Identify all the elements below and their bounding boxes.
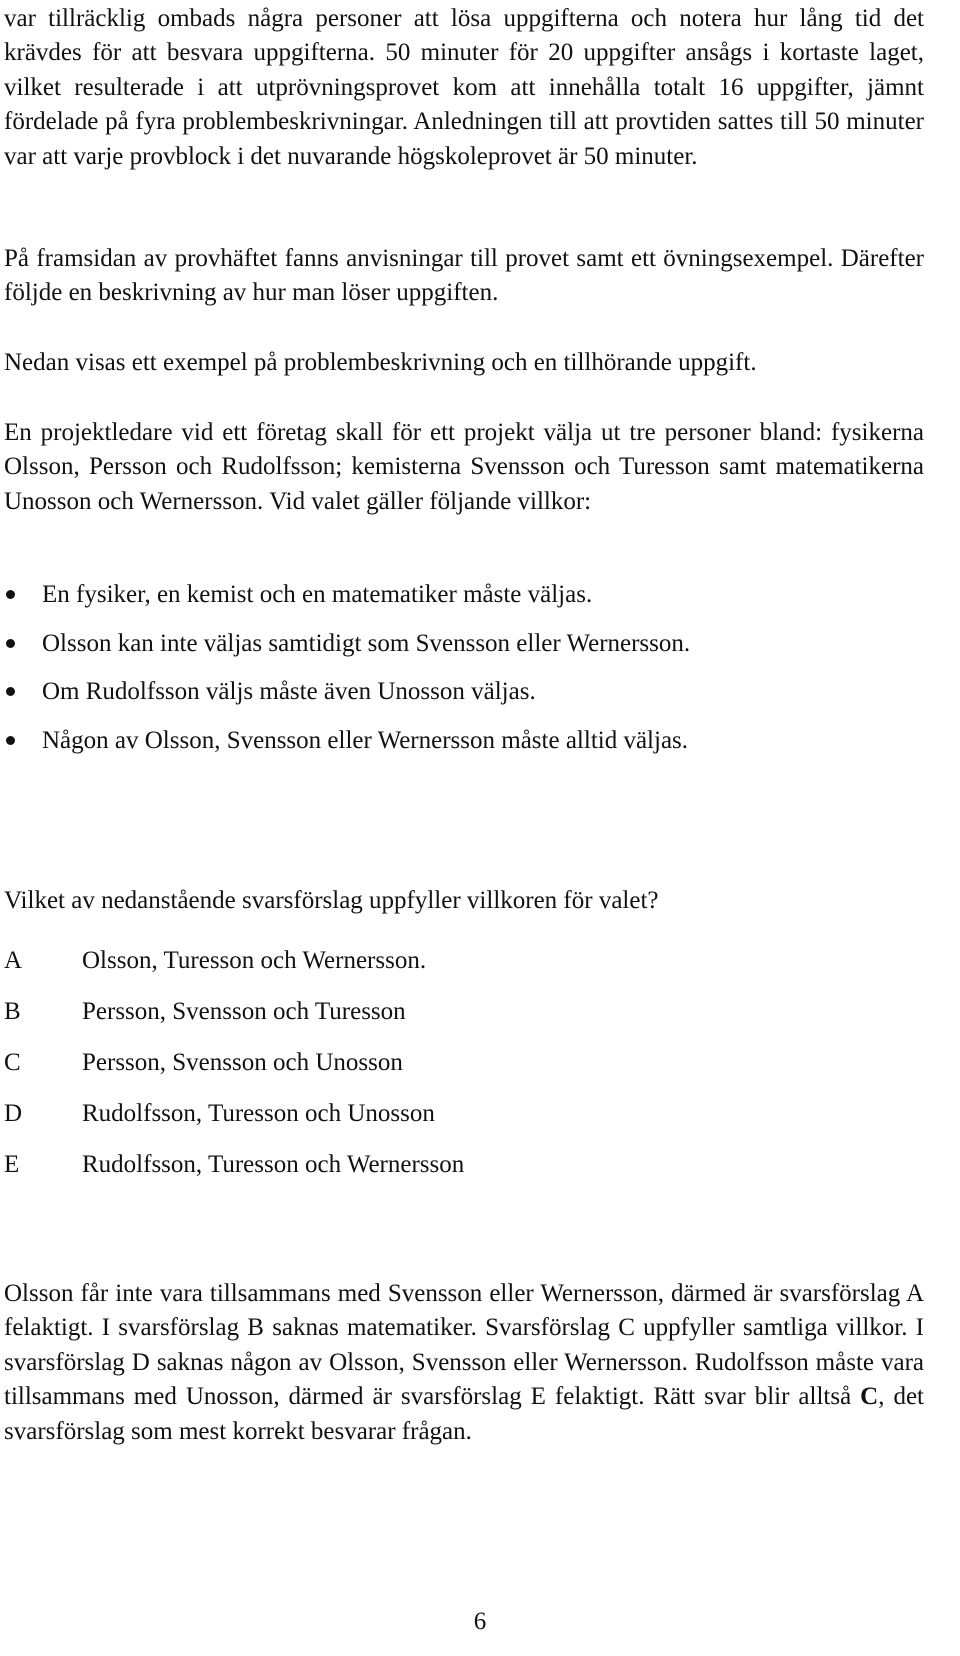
answer-option-e xyxy=(4,1148,924,1199)
frontpage-paragraph xyxy=(4,242,924,311)
condition-text: Om Rudolfsson väljs måste även Unosson väljas. xyxy=(42,678,536,706)
answer-option-a xyxy=(4,944,924,995)
list-item xyxy=(4,627,924,676)
option-letter: B xyxy=(4,998,21,1025)
answer-option-b xyxy=(4,995,924,1046)
problem-paragraph xyxy=(4,416,924,519)
explanation-paragraph xyxy=(4,1277,924,1449)
problem-text: En projektledare vid ett företag skall för ett projekt välja ut tre personer bland: fysikerna Olsson, Persson och Rudolfsson; kemisterna Svensson och Turesson samt matematikerna Unosson och Wernersson. Vid valet gäller följande villkor: xyxy=(4,419,924,515)
list-item xyxy=(4,578,924,627)
question-paragraph xyxy=(4,884,924,918)
condition-text: Olsson kan inte väljas samtidigt som Svensson eller Wernersson. xyxy=(42,629,691,657)
bullet-icon xyxy=(6,639,15,648)
correct-answer-letter: C xyxy=(860,1383,879,1411)
option-letter: E xyxy=(4,1151,20,1178)
bullet-icon xyxy=(6,736,15,745)
question-text: Vilket av nedanstående svarsförslag uppfyller villkoren för valet? xyxy=(4,887,659,914)
option-text: Rudolfsson, Turesson och Unosson xyxy=(82,1100,435,1127)
condition-text: Någon av Olsson, Svensson eller Wernersson måste alltid väljas. xyxy=(42,727,689,755)
answer-option-c xyxy=(4,1046,924,1097)
option-text: Rudolfsson, Turesson och Wernersson xyxy=(82,1151,465,1178)
example-intro-text: Nedan visas ett exempel på problembeskrivning och en tillhörande uppgift. xyxy=(4,349,757,376)
frontpage-text: På framsidan av provhäftet fanns anvisningar till provet samt ett övningsexempel. Därefter följde en beskrivning av hur man löser uppgiften. xyxy=(4,245,924,307)
bullet-icon xyxy=(6,590,15,599)
option-letter: D xyxy=(4,1100,23,1127)
option-letter: A xyxy=(4,947,23,974)
bullet-icon xyxy=(6,687,15,696)
explanation-text-end: , det svarsförslag som mest korrekt besvarar frågan. xyxy=(4,1383,924,1445)
conditions-list xyxy=(4,578,924,773)
intro-paragraph xyxy=(4,2,924,174)
explanation-text-start: Olsson får inte vara tillsammans med Svensson eller Wernersson, därmed är svarsförslag A felaktigt. I svarsförslag B saknas matematiker. Svarsförslag C uppfyller samtliga villkor. I svarsförslag D saknas någon av Olsson, Svensson eller Wernersson. Rudolfsson måste vara tillsammans med Unosson, därmed är svarsförslag E felaktigt. Rätt svar blir alltså xyxy=(4,1280,924,1411)
example-intro-paragraph xyxy=(4,346,924,380)
answer-options xyxy=(4,944,924,1199)
explanation-text xyxy=(4,1277,924,1449)
page-number: 6 xyxy=(473,1608,487,1635)
option-text: Persson, Svensson och Turesson xyxy=(82,998,406,1025)
answer-option-d xyxy=(4,1097,924,1148)
list-item xyxy=(4,675,924,724)
intro-text: var tillräcklig ombads några personer att lösa uppgifterna och notera hur lång tid det krävdes för att besvara uppgifterna. 50 minuter för 20 uppgifter ansågs i kortaste laget, vilket resulterade i att utprövningsprovet kom att innehålla totalt 16 uppgifter, jämnt fördelade på fyra problembeskrivningar. Anledningen till att provtiden sattes till 50 minuter var att varje provblock i det nuvarande högskoleprovet är 50 minuter. xyxy=(4,5,924,170)
condition-text: En fysiker, en kemist och en matematiker måste väljas. xyxy=(42,581,593,608)
option-text: Persson, Svensson och Unosson xyxy=(82,1049,403,1076)
option-text: Olsson, Turesson och Wernersson. xyxy=(82,947,427,974)
option-letter: C xyxy=(4,1049,21,1076)
list-item xyxy=(4,724,924,773)
